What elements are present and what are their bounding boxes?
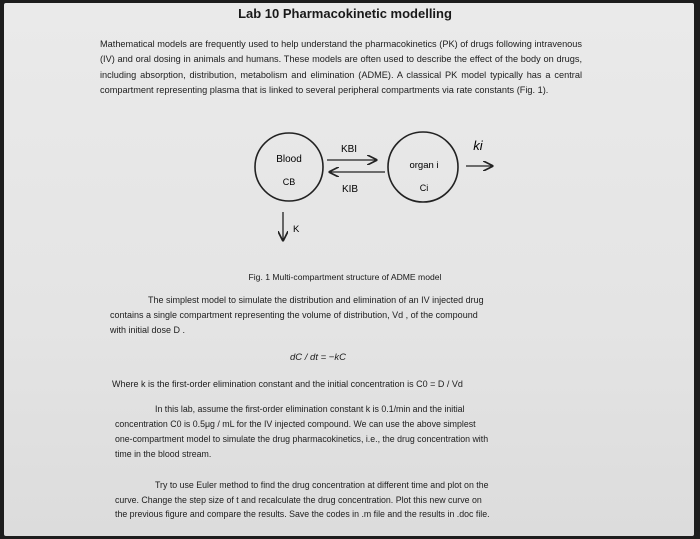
initial-concentration-line: Where k is the first-order elimination constant and the initial concentration is C0 = D / Vd (112, 379, 463, 389)
lab-assumption-paragraph (115, 402, 573, 462)
task-line: the previous figure and compare the results. Save the codes in .m file and the results in .doc file. (115, 509, 490, 519)
model-paragraph-line: with initial dose D . (110, 325, 186, 335)
page-title: Lab 10 Pharmacokinetic modelling (238, 6, 452, 21)
organ-label: organ i (409, 160, 439, 171)
rate-kib-label: KIB (341, 184, 359, 195)
model-paragraph-line: contains a single compartment representing the volume of distribution, Vd , of the compound (110, 310, 478, 320)
rate-k-label: K (293, 224, 300, 235)
task-line: Try to use Euler method to find the drug concentration at different time and plot on the (155, 480, 489, 490)
blood-compartment (255, 133, 323, 201)
task-paragraph (115, 478, 570, 522)
rate-ki-label: ki (473, 138, 483, 153)
rate-kbi-label: KBI (340, 144, 358, 155)
elimination-equation: dC / dt = −kC (290, 352, 346, 363)
blood-concentration: CB (282, 177, 296, 187)
assumption-line: one-compartment model to simulate the drug pharmacokinetics, i.e., the drug concentration with (115, 434, 489, 444)
organ-concentration: Ci (419, 183, 429, 193)
model-paragraph-line: The simplest model to simulate the distribution and elimination of an IV injected drug (148, 295, 484, 305)
task-line: curve. Change the step size of t and recalculate the drug concentration. Plot this new curve on (115, 494, 482, 505)
assumption-line: time in the blood stream. (115, 449, 212, 459)
intro-paragraph: Mathematical models are frequently used to help understand the pharmacokinetics (PK) of drugs following intravenous (IV) and oral dosing in animals and humans. These models are often used to describe the effect of the body on drugs, including absorption, distribution, metabolism and elimination (ADME). A classical PK model typically has a central compartment representing plasma that is linked to several peripheral compartments via rate constants (Fig. 1). (100, 39, 582, 95)
assumption-line: concentration C0 is 0.5μg / mL for the IV injected compound. We can use the above simplest (115, 419, 476, 429)
model-paragraph (110, 293, 578, 338)
blood-label: Blood (276, 154, 302, 165)
figure-caption: Fig. 1 Multi-compartment structure of ADME model (248, 272, 442, 282)
assumption-line: In this lab, assume the first-order elimination constant k is 0.1/min and the initial (155, 404, 465, 414)
